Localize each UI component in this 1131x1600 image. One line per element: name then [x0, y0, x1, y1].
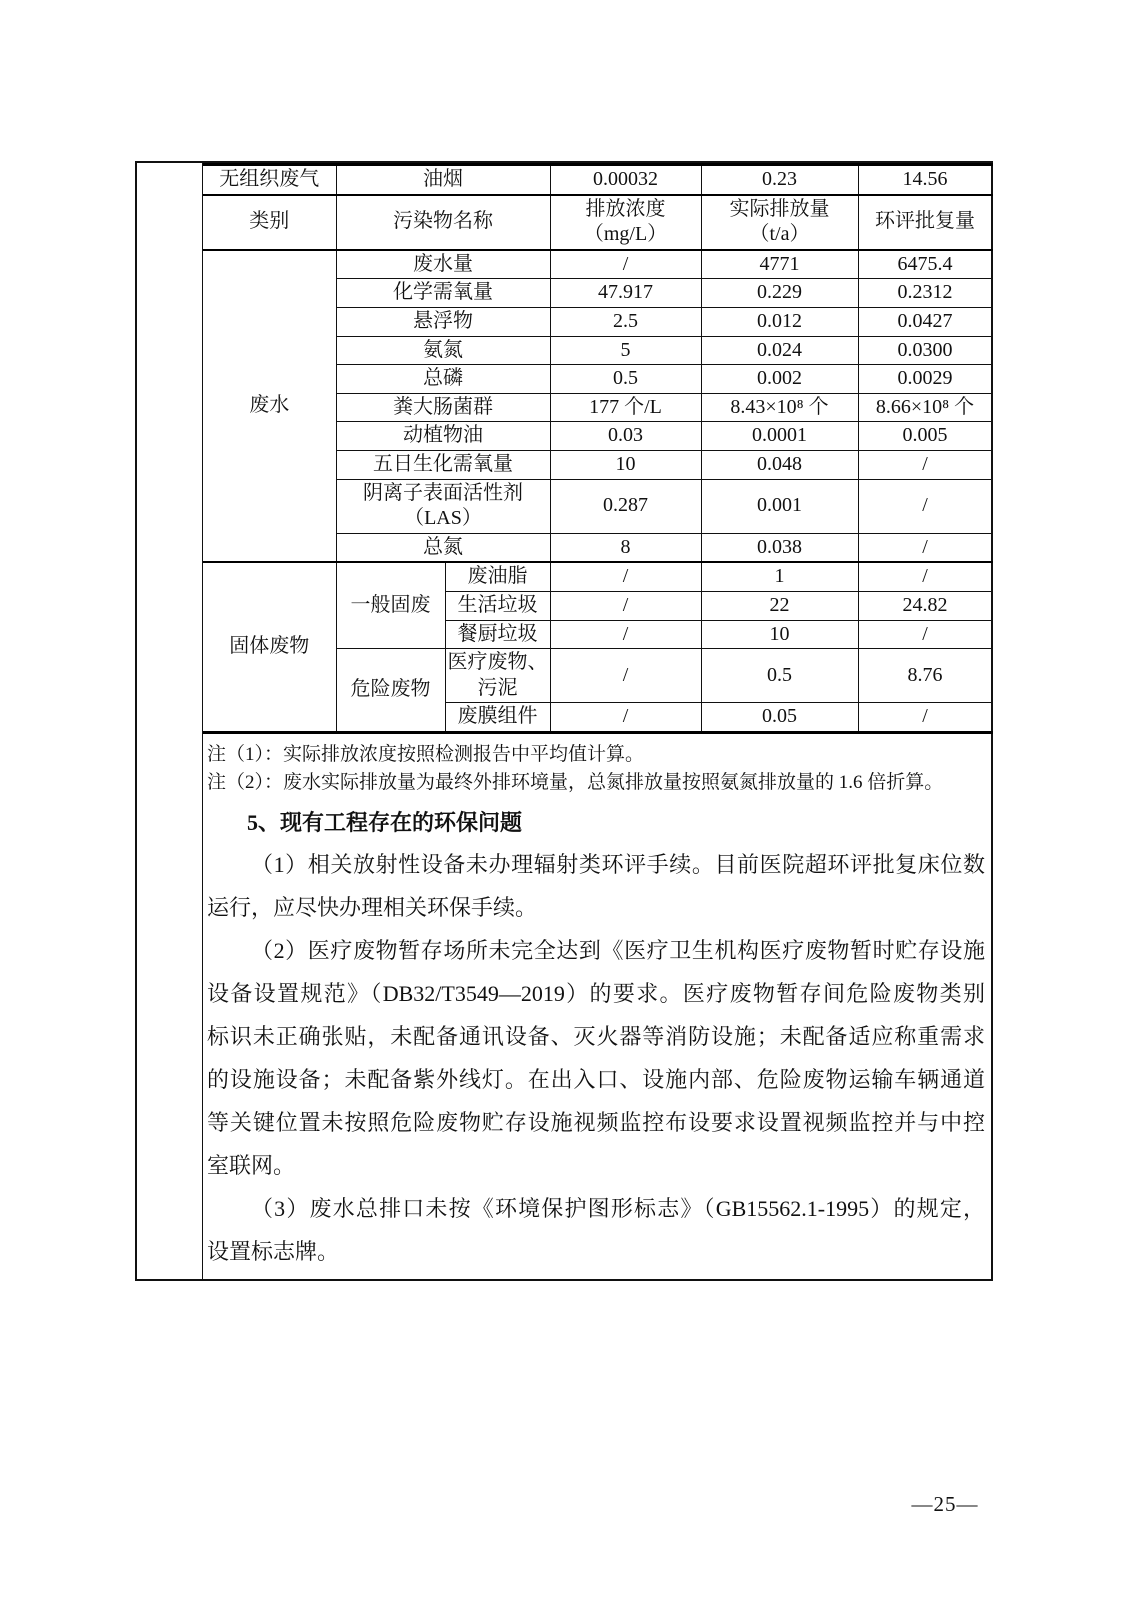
actual-value-cell: 0.23 [701, 165, 858, 195]
paragraph-2 [207, 929, 985, 1187]
header-approved-amount: 环评批复量 [858, 195, 992, 250]
paragraph-line: 设备设置规范》（DB32/T3549—2019）的要求。医疗废物暂存间危险废物类别 [207, 980, 985, 1006]
conc-value-cell: 2.5 [550, 307, 701, 336]
actual-value-cell: 0.0001 [701, 422, 858, 451]
conc-value-cell: 0.287 [550, 479, 701, 533]
conc-value-cell: 47.917 [550, 279, 701, 308]
section-body [203, 843, 991, 1279]
conc-value-cell: 177 个/L [550, 393, 701, 422]
table-header-row [203, 195, 992, 250]
pollutant-name-cell: 悬浮物 [336, 307, 550, 336]
approved-value-cell: / [858, 450, 992, 479]
pollutant-name-cell: 五日生化需氧量 [336, 450, 550, 479]
conc-value-cell: / [550, 562, 701, 591]
actual-value-cell: 0.038 [701, 533, 858, 562]
conc-value-cell: 0.00032 [550, 165, 701, 195]
conc-value-cell: 0.5 [550, 365, 701, 394]
actual-value-cell: 0.229 [701, 279, 858, 308]
header-pollutant-name: 污染物名称 [336, 195, 550, 250]
pollutant-name-cell: 餐厨垃圾 [445, 620, 550, 649]
pollutant-name-cell: 化学需氧量 [336, 279, 550, 308]
table-row-fugitive-gas [203, 165, 992, 195]
actual-value-cell: 10 [701, 620, 858, 649]
approved-value-cell: / [858, 562, 992, 591]
note-2: 注（2）：废水实际排放量为最终外排环境量，总氮排放量按照氨氮排放量的 1.6 倍折算。 [207, 771, 944, 793]
conc-value-cell: 0.03 [550, 422, 701, 451]
pollutant-name-cell: 医疗废物、污泥 [445, 649, 550, 703]
table-row [203, 562, 992, 591]
pollutant-emission-table [203, 163, 993, 734]
pollutant-name-cell: 氨氮 [336, 336, 550, 365]
paragraph-3 [207, 1187, 985, 1273]
conc-value-cell: 5 [550, 336, 701, 365]
conc-value-cell: 8 [550, 533, 701, 562]
approved-value-cell: 14.56 [858, 165, 992, 195]
conc-value-cell: / [550, 649, 701, 703]
conc-value-cell: / [550, 620, 701, 649]
approved-value-cell: 8.66×10⁸ 个 [858, 393, 992, 422]
approved-value-cell: 24.82 [858, 591, 992, 620]
pollutant-name-cell: 废水量 [336, 250, 550, 279]
paragraph-line: （2）医疗废物暂存场所未完全达到《医疗卫生机构医疗废物暂时贮存设施 [251, 937, 985, 963]
actual-value-cell: 0.002 [701, 365, 858, 394]
approved-value-cell: 0.0029 [858, 365, 992, 394]
form-content-cell [203, 163, 991, 1279]
paragraph-line: 的设施设备；未配备紫外线灯。在出入口、设施内部、危险废物运输车辆通道 [207, 1066, 985, 1092]
approved-value-cell: / [858, 479, 992, 533]
page-number: —25— [911, 1492, 979, 1516]
pollutant-name-cell: 油烟 [336, 165, 550, 195]
form-left-gutter [137, 163, 203, 1279]
pollutant-name-cell: 废膜组件 [445, 703, 550, 733]
paragraph-1 [207, 843, 985, 929]
actual-value-cell: 22 [701, 591, 858, 620]
actual-value-cell: 0.05 [701, 703, 858, 733]
paragraph-line: （3）废水总排口未按《环境保护图形标志》（GB15562.1-1995）的规定， [251, 1195, 985, 1221]
header-emission-concentration [550, 195, 701, 250]
approved-value-cell: / [858, 533, 992, 562]
pollutant-name-cell: 阴离子表面活性剂（LAS） [336, 479, 550, 533]
pollutant-name-cell: 粪大肠菌群 [336, 393, 550, 422]
approved-value-cell: 6475.4 [858, 250, 992, 279]
paragraph-line: 运行，应尽快办理相关环保手续。 [207, 894, 538, 920]
header-actual-emission [701, 195, 858, 250]
actual-value-cell: 0.012 [701, 307, 858, 336]
pollutant-name-cell: 动植物油 [336, 422, 550, 451]
paragraph-line: 室联网。 [207, 1152, 296, 1178]
header-conc-line2: （mg/L） [583, 223, 668, 246]
conc-value-cell: / [550, 250, 701, 279]
approved-value-cell: / [858, 620, 992, 649]
paragraph-line: 等关键位置未按照危险废物贮存设施视频监控布设要求设置视频监控并与中控 [207, 1109, 985, 1135]
approved-value-cell: 0.0300 [858, 336, 992, 365]
category-cell: 无组织废气 [203, 165, 336, 195]
approved-value-cell: 0.005 [858, 422, 992, 451]
pollutant-name-cell: 总氮 [336, 533, 550, 562]
pollutant-name-cell: 废油脂 [445, 562, 550, 591]
category-cell-solid-waste: 固体废物 [203, 562, 336, 732]
header-category: 类别 [203, 195, 336, 250]
approved-value-cell: 0.0427 [858, 307, 992, 336]
paragraph-line: 设置标志牌。 [207, 1238, 340, 1264]
header-actual-line2: （t/a） [749, 223, 810, 246]
conc-value-cell: / [550, 591, 701, 620]
table-row [203, 250, 992, 279]
section-heading: 5、现有工程存在的环保问题 [247, 809, 523, 835]
paragraph-line: 标识未正确张贴，未配备通讯设备、灭火器等消防设施；未配备适应称重需求 [207, 1023, 985, 1049]
approved-value-cell: 0.2312 [858, 279, 992, 308]
table-notes [203, 734, 991, 797]
actual-value-cell: 4771 [701, 250, 858, 279]
conc-value-cell: 10 [550, 450, 701, 479]
subcategory-cell-general-solid: 一般固废 [336, 562, 445, 648]
actual-value-cell: 1 [701, 562, 858, 591]
actual-value-cell: 0.001 [701, 479, 858, 533]
approved-value-cell: 8.76 [858, 649, 992, 703]
actual-value-cell: 0.048 [701, 450, 858, 479]
subcategory-cell-hazardous: 危险废物 [336, 649, 445, 733]
actual-value-cell: 8.43×10⁸ 个 [701, 393, 858, 422]
actual-value-cell: 0.024 [701, 336, 858, 365]
header-actual-line1: 实际排放量 [729, 197, 830, 220]
conc-value-cell: / [550, 703, 701, 733]
header-conc-line1: 排放浓度 [585, 197, 666, 220]
approved-value-cell: / [858, 703, 992, 733]
note-1: 注（1）：实际排放浓度按照检测报告中平均值计算。 [207, 743, 645, 765]
category-cell-wastewater: 废水 [203, 250, 336, 563]
pollutant-name-cell: 总磷 [336, 365, 550, 394]
paragraph-line: （1）相关放射性设备未办理辐射类环评手续。目前医院超环评批复床位数 [251, 851, 985, 877]
report-form-frame [135, 161, 993, 1281]
actual-value-cell: 0.5 [701, 649, 858, 703]
pollutant-name-cell: 生活垃圾 [445, 591, 550, 620]
